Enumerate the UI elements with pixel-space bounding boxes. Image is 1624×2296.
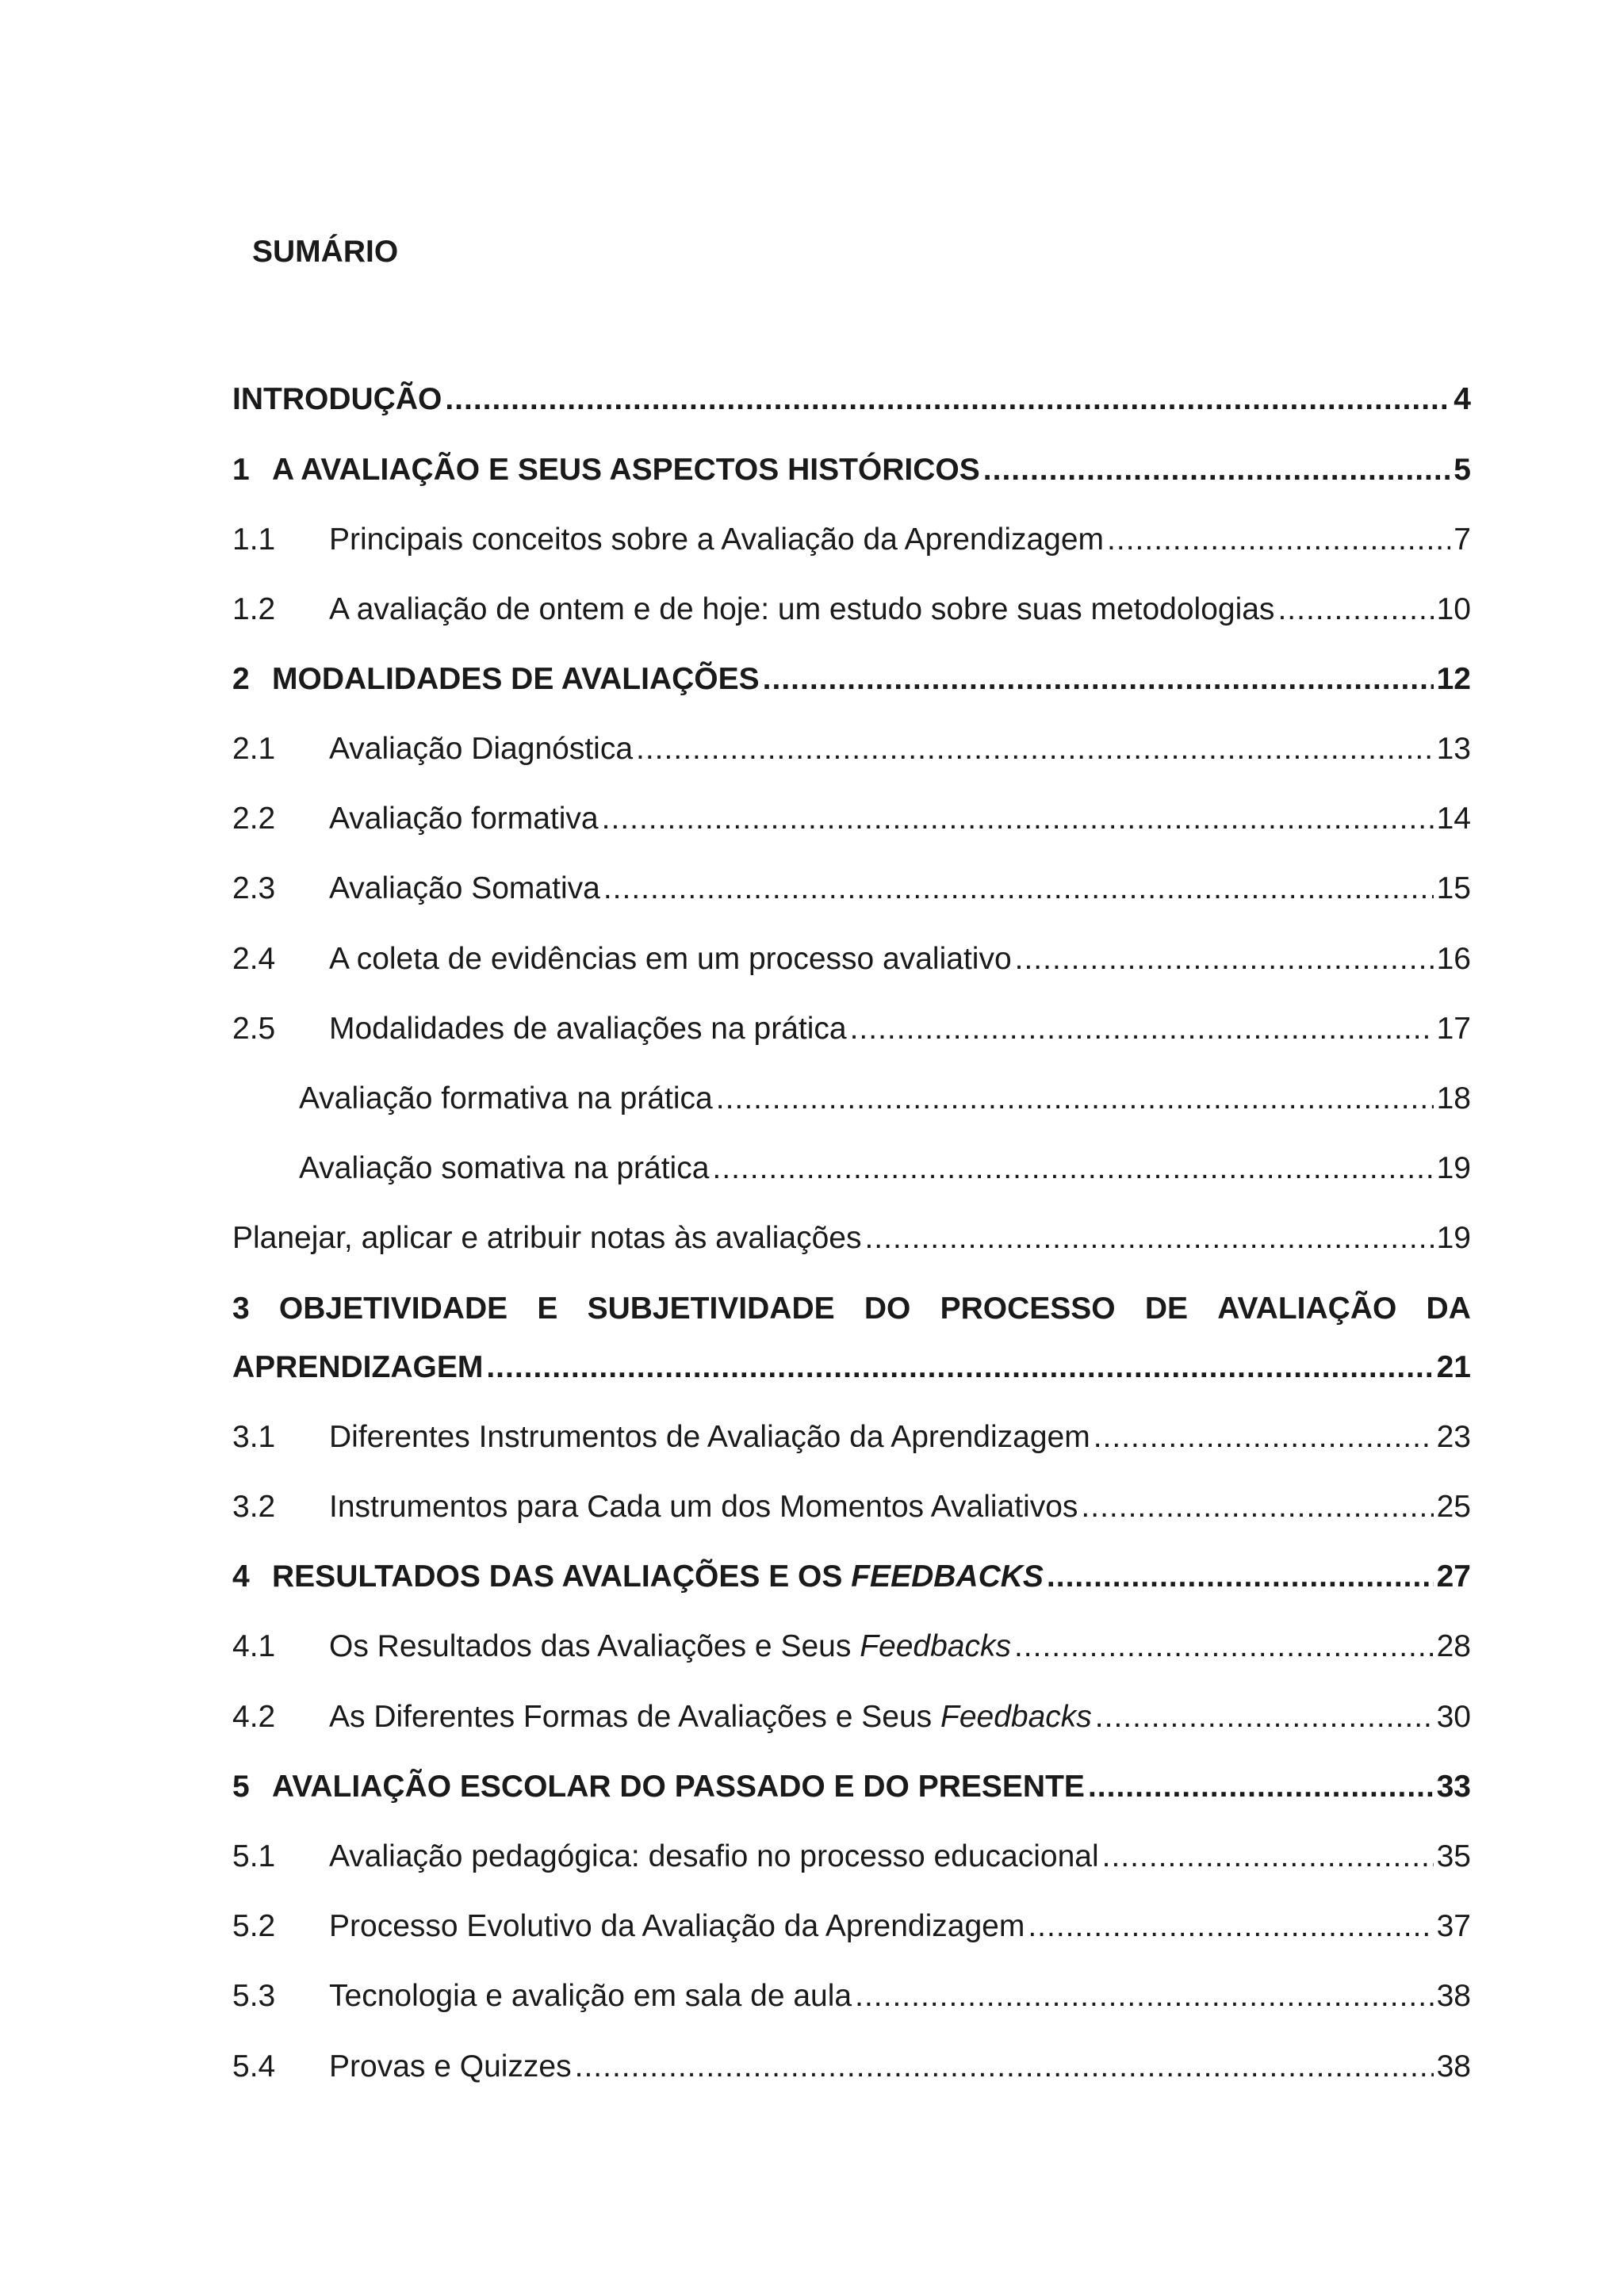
toc-entry-chapter-5[interactable] — [232, 1765, 1471, 1809]
toc-entry-2-4[interactable] — [232, 937, 1471, 982]
dot-leader — [1047, 1555, 1434, 1599]
toc-entry-page: 35 — [1436, 1839, 1471, 1873]
page-title: SUMÁRIO — [252, 235, 399, 269]
toc-entry-title: MODALIDADES DE AVALIAÇÕES — [272, 662, 760, 696]
toc-entry-number: 4.1 — [232, 1629, 276, 1663]
toc-entry-title: A avaliação de ontem e de hoje: um estudo sobre suas metodologias — [329, 592, 1275, 626]
toc-entry-title-word: SUBJETIVIDADE — [587, 1292, 835, 1326]
toc-entry-page: 28 — [1436, 1629, 1471, 1663]
toc-entry-page: 33 — [1436, 1770, 1471, 1804]
toc-entry-number: 5.3 — [232, 1979, 276, 2013]
dot-leader — [712, 1146, 1433, 1191]
dot-leader — [1107, 518, 1450, 562]
toc-entry-page: 37 — [1436, 1909, 1471, 1943]
toc-entry-page: 5 — [1454, 453, 1471, 487]
toc-entry-page: 17 — [1436, 1012, 1471, 1046]
toc-entry-title: Avaliação formativa — [329, 802, 599, 836]
dot-leader — [864, 1216, 1433, 1261]
toc-entry-number: 5 — [232, 1770, 250, 1804]
toc-entry-page: 23 — [1436, 1420, 1471, 1454]
toc-entry-title-italic: FEEDBACKS — [851, 1559, 1044, 1594]
toc-entry-page: 14 — [1436, 802, 1471, 836]
dot-leader — [1094, 1415, 1434, 1460]
toc-entry-chapter-2[interactable] — [232, 657, 1471, 702]
toc-entry-title — [272, 1555, 1044, 1599]
toc-entry-title-word: DE — [1144, 1292, 1189, 1326]
dot-leader — [575, 2045, 1434, 2089]
toc-entry-number: 2.3 — [232, 871, 276, 905]
toc-entry-number: 4 — [232, 1559, 250, 1594]
toc-entry-title: Avaliação formativa na prática — [299, 1081, 713, 1115]
toc-entry-5-1[interactable] — [232, 1835, 1471, 1879]
toc-entry-number: 2.2 — [232, 802, 276, 836]
toc-entry-title: Avaliação Somativa — [329, 871, 600, 905]
toc-entry-title: Avaliação Diagnóstica — [329, 732, 634, 766]
toc-entry-title-word: DA — [1426, 1292, 1471, 1326]
toc-entry-number: 1.1 — [232, 522, 276, 557]
toc-entry-page: 38 — [1436, 2049, 1471, 2084]
toc-entry-title-word: AVALIAÇÃO — [1217, 1292, 1397, 1326]
toc-entry-title: Avaliação somativa na prática — [299, 1151, 710, 1185]
toc-entry-number: 3.2 — [232, 1490, 276, 1524]
toc-entry-introducao[interactable] — [232, 377, 1471, 422]
toc-entry-number: 3.1 — [232, 1420, 276, 1454]
toc-entry-number: 1 — [232, 453, 250, 487]
toc-entry-avaliacao-somativa-pratica[interactable] — [232, 1146, 1471, 1191]
dot-leader — [716, 1077, 1434, 1121]
toc-entry-page: 27 — [1436, 1559, 1471, 1594]
toc-entry-title-word: E — [537, 1292, 558, 1326]
toc-entry-1-2[interactable] — [232, 587, 1471, 632]
dot-leader — [1088, 1765, 1434, 1809]
toc-entry-title: Modalidades de avaliações na prática — [329, 1012, 847, 1046]
toc-entry-title-text: RESULTADOS DAS AVALIAÇÕES E OS — [272, 1559, 843, 1594]
toc-entry-title-word: DO — [864, 1292, 911, 1326]
toc-entry-page: 21 — [1436, 1350, 1471, 1384]
toc-entry-1-1[interactable] — [232, 518, 1471, 562]
toc-entry-chapter-4[interactable] — [232, 1555, 1471, 1599]
toc-entry-page: 18 — [1436, 1081, 1471, 1115]
toc-entry-5-4[interactable] — [232, 2045, 1471, 2089]
toc-entry-page: 38 — [1436, 1979, 1471, 2013]
toc-entry-planejar-aplicar[interactable] — [232, 1216, 1471, 1261]
toc-entry-avaliacao-formativa-pratica[interactable] — [232, 1077, 1471, 1121]
toc-entry-page: 30 — [1436, 1700, 1471, 1734]
dot-leader — [1081, 1485, 1433, 1529]
toc-entry-page: 13 — [1436, 732, 1471, 766]
toc-entry-chapter-3[interactable] — [232, 1287, 1471, 1331]
toc-entry-page: 7 — [1454, 522, 1471, 557]
toc-entry-title-italic: Feedbacks — [860, 1629, 1011, 1663]
toc-entry-title-text: Os Resultados das Avaliações e Seus — [329, 1629, 852, 1663]
toc-entry-number: 3 — [232, 1292, 250, 1326]
toc-entry-number: 5.4 — [232, 2049, 276, 2084]
toc-entry-number: 1.2 — [232, 592, 276, 626]
toc-entry-title: Principais conceitos sobre a Avaliação da Aprendizagem — [329, 522, 1105, 557]
toc-entry-title — [329, 1695, 1092, 1739]
toc-entry-number: 2.4 — [232, 942, 276, 976]
dot-leader — [1095, 1695, 1434, 1739]
toc-entry-title: Instrumentos para Cada um dos Momentos Avaliativos — [329, 1490, 1078, 1524]
toc-entry-title-text: As Diferentes Formas de Avaliações e Seus — [329, 1700, 933, 1734]
toc-entry-title-italic: Feedbacks — [940, 1700, 1092, 1734]
toc-entry-5-3[interactable] — [232, 1974, 1471, 2019]
dot-leader — [636, 727, 1434, 771]
toc-entry-page: 4 — [1454, 382, 1471, 416]
dot-leader — [763, 657, 1434, 702]
toc-entry-title: Provas e Quizzes — [329, 2049, 572, 2084]
toc-entry-title: Diferentes Instrumentos de Avaliação da Aprendizagem — [329, 1420, 1090, 1454]
toc-entry-title: Tecnologia e avalição em sala de aula — [329, 1979, 852, 2013]
dot-leader — [983, 448, 1451, 492]
dot-leader — [1015, 937, 1434, 982]
dot-leader — [445, 377, 1450, 422]
toc-entry-number: 5.2 — [232, 1909, 276, 1943]
toc-entry-2-1[interactable] — [232, 727, 1471, 771]
toc-entry-title: A AVALIAÇÃO E SEUS ASPECTOS HISTÓRICOS — [272, 453, 980, 487]
toc-entry-number: 2 — [232, 662, 250, 696]
toc-entry-chapter-1[interactable] — [232, 448, 1471, 492]
toc-entry-page: 25 — [1436, 1490, 1471, 1524]
toc-entry-title-word: PROCESSO — [940, 1292, 1116, 1326]
toc-entry-number: 4.2 — [232, 1700, 276, 1734]
toc-entry-title: Planejar, aplicar e atribuir notas às avaliações — [232, 1221, 862, 1255]
toc-entry-page: 16 — [1436, 942, 1471, 976]
dot-leader — [855, 1974, 1434, 2019]
toc-entry-4-1[interactable] — [232, 1624, 1471, 1669]
dot-leader — [1102, 1835, 1434, 1879]
dot-leader — [486, 1345, 1433, 1390]
toc-entry-title: Processo Evolutivo da Avaliação da Aprendizagem — [329, 1909, 1025, 1943]
toc-entry-title — [329, 1624, 1011, 1669]
dot-leader — [603, 867, 1434, 911]
dot-leader — [1277, 587, 1433, 632]
toc-entry-title: APRENDIZAGEM — [232, 1350, 484, 1384]
toc-entry-title: Avaliação pedagógica: desafio no processo educacional — [329, 1839, 1099, 1873]
toc-entry-page: 19 — [1436, 1221, 1471, 1255]
toc-entry-title: A coleta de evidências em um processo avaliativo — [329, 942, 1012, 976]
toc-entry-number: 2.1 — [232, 732, 276, 766]
toc-entry-number: 5.1 — [232, 1839, 276, 1873]
toc-entry-2-2[interactable] — [232, 797, 1471, 841]
toc-entry-2-5[interactable] — [232, 1007, 1471, 1051]
toc-entry-page: 12 — [1436, 662, 1471, 696]
toc-entry-title-word: OBJETIVIDADE — [278, 1292, 508, 1326]
toc-entry-3-1[interactable] — [232, 1415, 1471, 1460]
toc-entry-number: 2.5 — [232, 1012, 276, 1046]
dot-leader — [850, 1007, 1434, 1051]
toc-entry-page: 15 — [1436, 871, 1471, 905]
toc-entry-4-2[interactable] — [232, 1695, 1471, 1739]
toc-entry-5-2[interactable] — [232, 1904, 1471, 1949]
toc-entry-title: AVALIAÇÃO ESCOLAR DO PASSADO E DO PRESENTE — [272, 1770, 1085, 1804]
toc-entry-chapter-3-continued[interactable] — [232, 1345, 1471, 1390]
toc-entry-2-3[interactable] — [232, 867, 1471, 911]
toc-entry-page: 19 — [1436, 1151, 1471, 1185]
toc-entry-page: 10 — [1436, 592, 1471, 626]
dot-leader — [1028, 1904, 1433, 1949]
toc-entry-title: INTRODUÇÃO — [232, 382, 442, 416]
toc-entry-3-2[interactable] — [232, 1485, 1471, 1529]
dot-leader — [602, 797, 1434, 841]
dot-leader — [1014, 1624, 1434, 1669]
